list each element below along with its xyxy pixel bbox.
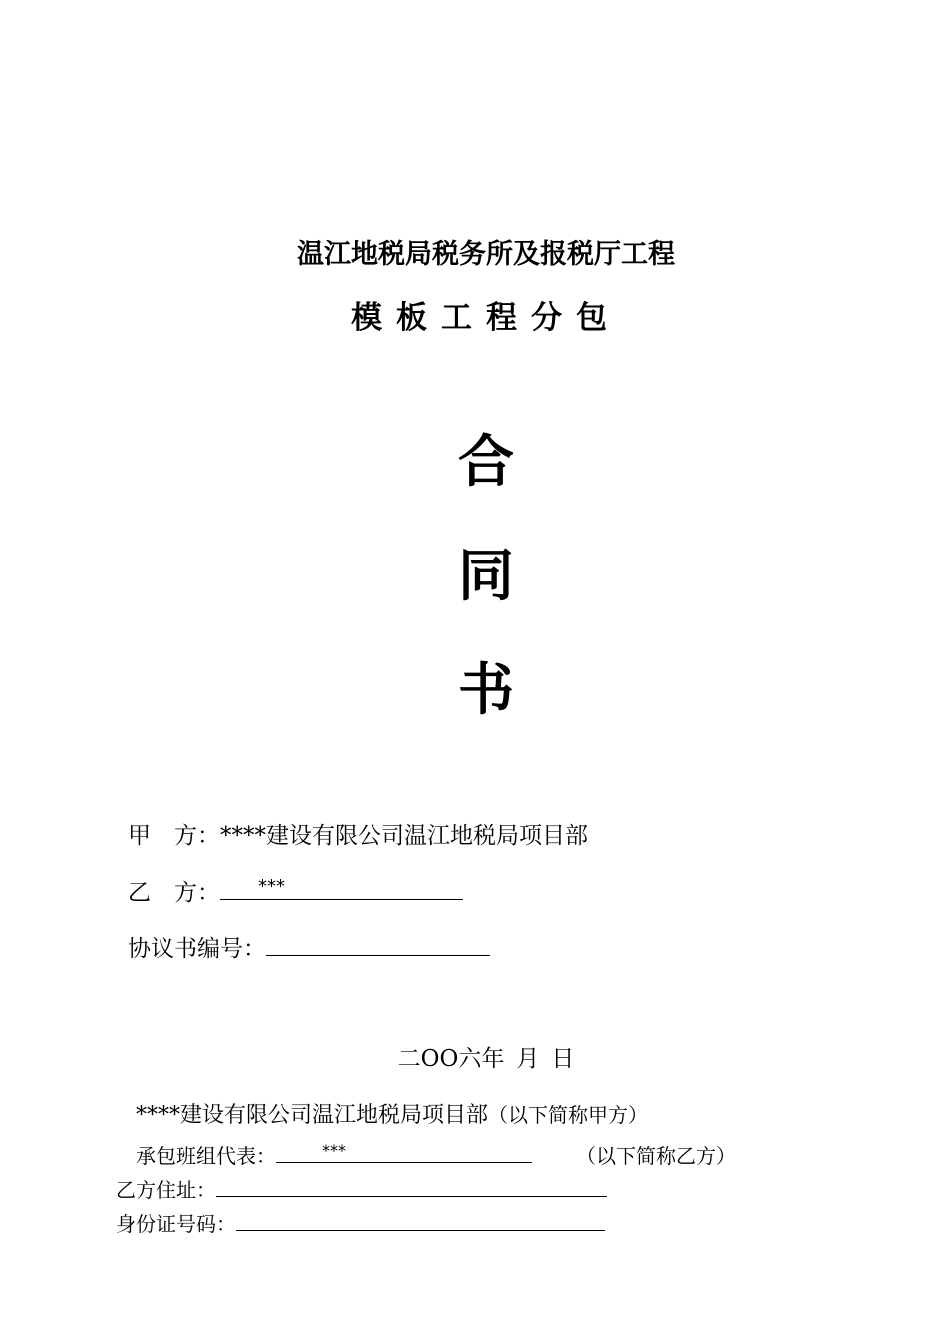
contract-date (0, 1040, 950, 1073)
party-a-value: ****建设有限公司温江地税局项目部 (220, 823, 588, 849)
party-b-address-label: 乙方住址： (116, 1178, 216, 1202)
contract-heading-char-2: 同 (458, 544, 514, 609)
party-a-line (128, 817, 588, 850)
contract-heading-char-3: 书 (458, 658, 514, 723)
contractor-rep-clause (136, 1140, 736, 1169)
contract-title-project: 温江地税局税务所及报税厅工程 (297, 239, 675, 270)
party-b-label: 乙 方： (128, 880, 220, 906)
date-year: 二OO六年 (397, 1046, 505, 1072)
party-a-full-name: ****建设有限公司温江地税局项目部 (136, 1103, 489, 1128)
party-b-address-field[interactable] (216, 1176, 607, 1197)
party-b-line (128, 874, 463, 907)
party-b-address-line (116, 1174, 607, 1203)
id-number-label: 身份证号码： (116, 1212, 236, 1236)
party-a-note: （以下简称甲方） (488, 1103, 649, 1127)
contractor-rep-label: 承包班组代表： (136, 1144, 276, 1168)
date-month: 月 (516, 1046, 540, 1072)
party-b-note: （以下简称乙方） (576, 1144, 736, 1168)
party-b-value: *** (258, 876, 285, 897)
contract-title-type: 模板工程分包 (351, 300, 621, 336)
party-a-label: 甲 方： (128, 823, 220, 849)
agreement-number-field[interactable] (266, 933, 490, 956)
id-number-line (116, 1208, 605, 1237)
id-number-field[interactable] (236, 1210, 605, 1231)
agreement-number-label: 协议书编号： (128, 936, 266, 962)
party-a-clause (136, 1098, 648, 1129)
contractor-rep-value: *** (322, 1141, 346, 1160)
agreement-number-line (128, 930, 490, 963)
party-b-field[interactable] (220, 877, 463, 900)
contractor-rep-field[interactable] (276, 1142, 532, 1163)
contract-heading-char-1: 合 (458, 430, 514, 495)
date-day: 日 (551, 1046, 575, 1072)
